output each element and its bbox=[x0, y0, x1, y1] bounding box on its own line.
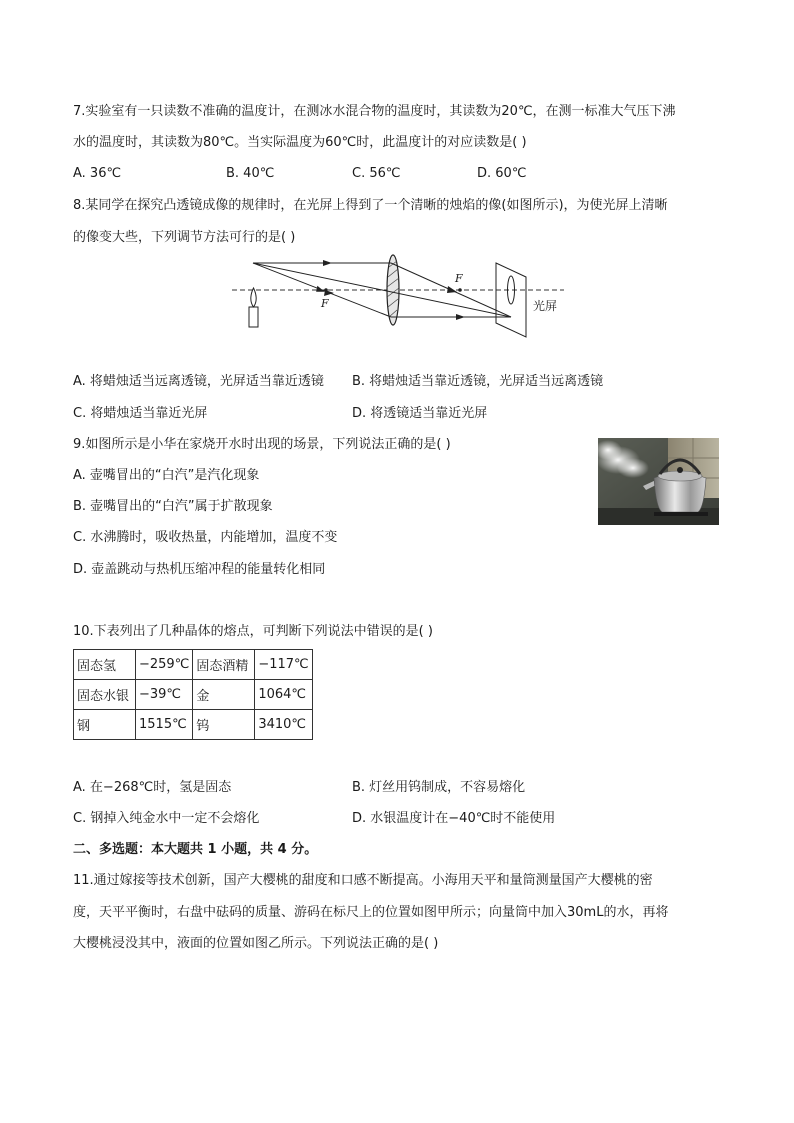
q7-option-d: D. 60℃ bbox=[477, 166, 527, 181]
candle-flame bbox=[251, 288, 256, 307]
q8-option-d: D. 将透镜适当靠近光屏 bbox=[352, 406, 488, 421]
q11-stem-line3: 大樱桃浸没其中，液面的位置如图乙所示。下列说法正确的是( ) bbox=[73, 936, 439, 951]
table-cell: 固态氢 bbox=[74, 650, 136, 680]
convex-lens-diagram bbox=[228, 253, 568, 341]
light-screen bbox=[496, 263, 526, 337]
q8-stem-line1: 8.某同学在探究凸透镜成像的规律时，在光屏上得到了一个清晰的烛焰的像(如图所示)，为使光屏上清晰 bbox=[73, 198, 668, 213]
focus-label-left: F bbox=[321, 297, 329, 310]
q7-option-c: C. 56℃ bbox=[352, 166, 401, 181]
q7-option-a: A. 36℃ bbox=[73, 166, 122, 181]
q10-option-a: A. 在−268℃时，氢是固态 bbox=[73, 780, 232, 795]
melting-point-table bbox=[73, 649, 313, 740]
table-cell: 1515℃ bbox=[136, 710, 193, 740]
q8-option-b: B. 将蜡烛适当靠近透镜，光屏适当远离透镜 bbox=[352, 374, 604, 389]
q11-stem-line2: 度，天平平衡时，右盘中砝码的质量、游码在标尺上的位置如图甲所示；向量筒中加入30mL的水，再将 bbox=[73, 905, 669, 920]
q9-option-c: C. 水沸腾时，吸收热量，内能增加，温度不变 bbox=[73, 530, 338, 545]
focus-label-right: F bbox=[455, 272, 463, 285]
screen-label: 光屏 bbox=[533, 299, 558, 313]
q8-option-a: A. 将蜡烛适当远离透镜，光屏适当靠近透镜 bbox=[73, 374, 324, 389]
q7-stem-line1: 7.实验室有一只读数不准确的温度计，在测冰水混合物的温度时，其读数为20℃，在测一标准大气压下沸 bbox=[73, 104, 676, 119]
candle-body bbox=[249, 307, 258, 327]
section-heading: 二、多选题：本大题共 1 小题，共 4 分。 bbox=[73, 842, 318, 857]
q10-option-c: C. 钢掉入纯金水中一定不会熔化 bbox=[73, 811, 260, 826]
q10-stem: 10.下表列出了几种晶体的熔点，可判断下列说法中错误的是( ) bbox=[73, 624, 433, 639]
q10-option-b: B. 灯丝用钨制成，不容易熔化 bbox=[352, 780, 526, 795]
q8-option-c: C. 将蜡烛适当靠近光屏 bbox=[73, 406, 208, 421]
q7-option-b: B. 40℃ bbox=[226, 166, 275, 181]
q9-option-b: B. 壶嘴冒出的“白汽”属于扩散现象 bbox=[73, 499, 273, 514]
table-cell: 固态水银 bbox=[74, 680, 136, 710]
q8-stem-line2: 的像变大些，下列调节方法可行的是( ) bbox=[73, 230, 296, 245]
table-cell: 1064℃ bbox=[255, 680, 312, 710]
table-row bbox=[74, 650, 313, 680]
table-cell: −259℃ bbox=[136, 650, 193, 680]
table-row bbox=[74, 680, 313, 710]
kettle-photo bbox=[598, 438, 719, 525]
table-cell: 钢 bbox=[74, 710, 136, 740]
table-cell: 金 bbox=[193, 680, 255, 710]
table-cell: 钨 bbox=[193, 710, 255, 740]
q10-option-d: D. 水银温度计在−40℃时不能使用 bbox=[352, 811, 556, 826]
table-row bbox=[74, 710, 313, 740]
q11-stem-line1: 11.通过嫁接等技术创新，国产大樱桃的甜度和口感不断提高。小海用天平和量筒测量国产大樱桃的密 bbox=[73, 873, 653, 888]
table-cell: 固态酒精 bbox=[193, 650, 255, 680]
table-cell: 3410℃ bbox=[255, 710, 312, 740]
q9-option-d: D. 壶盖跳动与热机压缩冲程的能量转化相同 bbox=[73, 562, 326, 577]
table-cell: −39℃ bbox=[136, 680, 193, 710]
q7-stem-line2: 水的温度时，其读数为80℃。当实际温度为60℃时，此温度计的对应读数是( ) bbox=[73, 135, 527, 150]
q9-stem: 9.如图所示是小华在家烧开水时出现的场景，下列说法正确的是( ) bbox=[73, 437, 451, 452]
table-cell: −117℃ bbox=[255, 650, 312, 680]
q9-option-a: A. 壶嘴冒出的“白汽”是汽化现象 bbox=[73, 468, 260, 483]
